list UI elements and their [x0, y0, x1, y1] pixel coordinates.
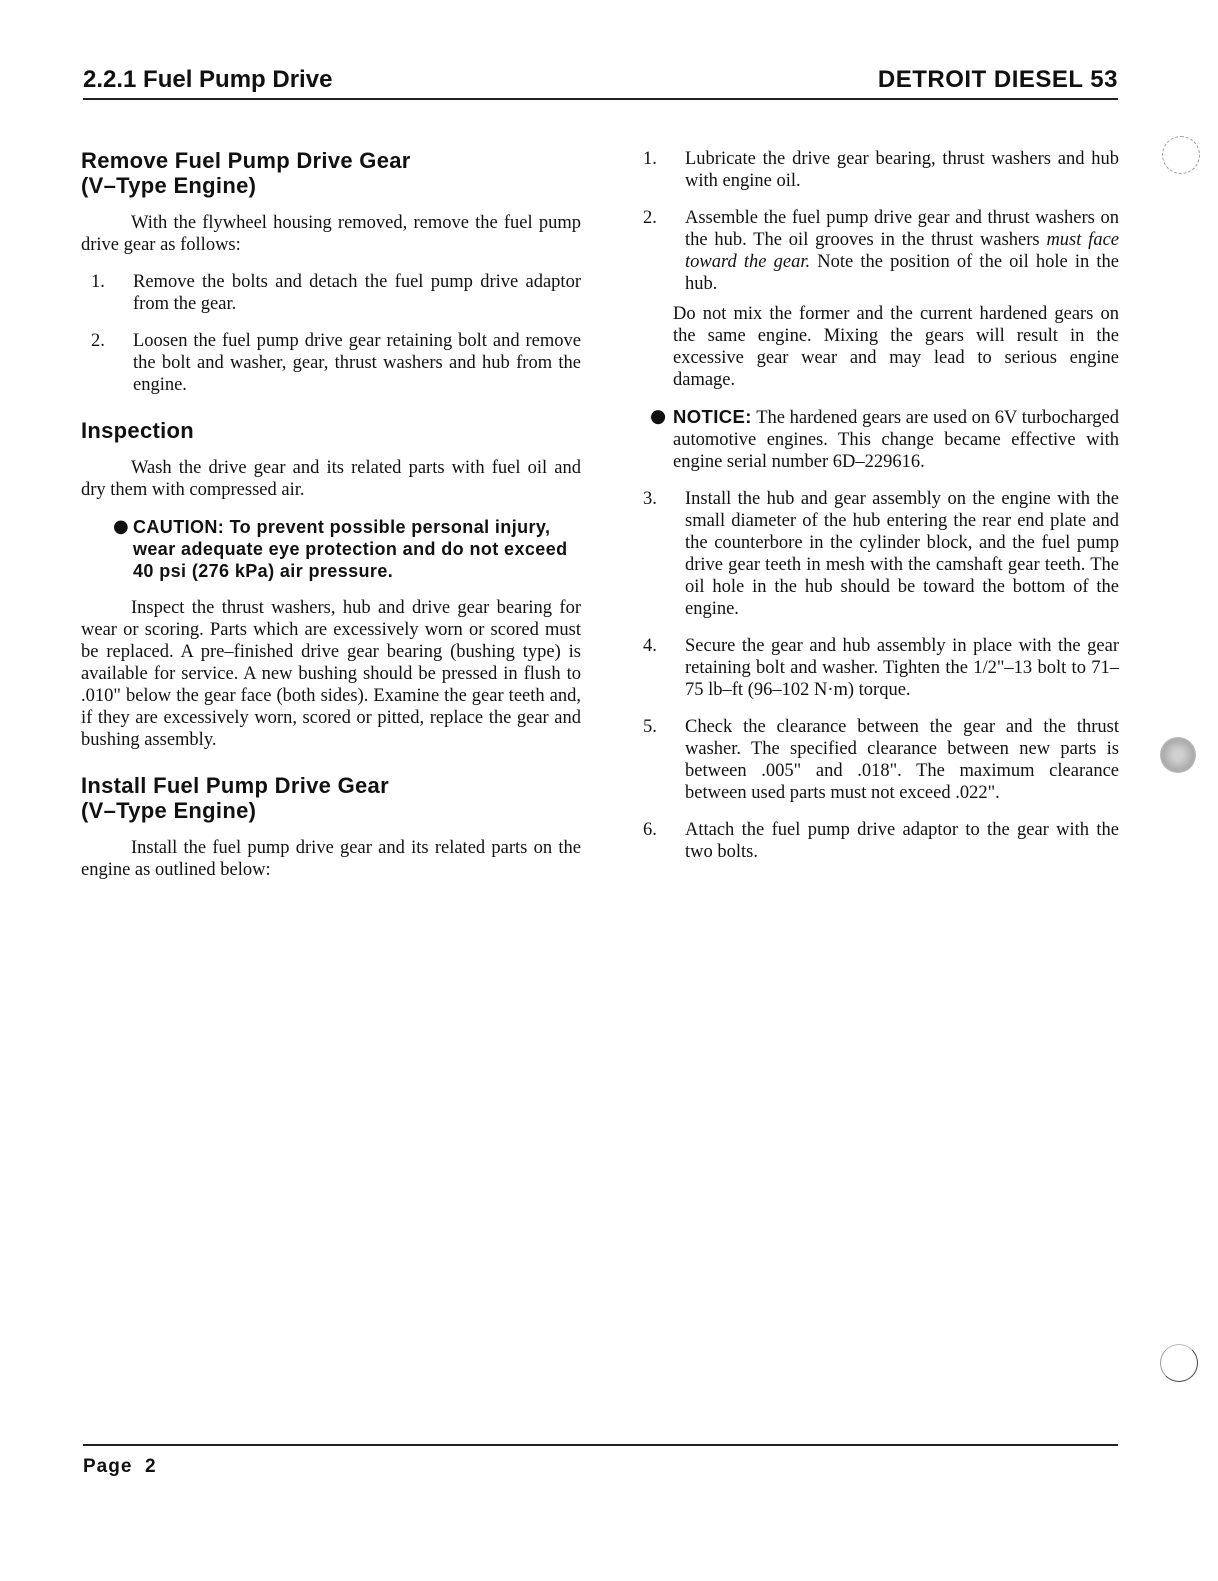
step-text: Remove the bolts and detach the fuel pump drive adaptor from the gear. — [133, 272, 581, 314]
page-header — [83, 66, 1118, 100]
step-text: Install the hub and gear assembly on the engine with the small diameter of the hub entering the rear end plate and the counterbore in the cylinder block, and the fuel pump drive gear teeth in mesh with the camshaft gear teeth. The oil hole in the hub should be toward the bottom of the engine. — [685, 489, 1119, 619]
section-title: 2.2.1 Fuel Pump Drive — [83, 66, 333, 93]
binder-hole-middle — [1160, 737, 1196, 773]
install-step-2 — [633, 207, 1119, 295]
install-step-1 — [633, 148, 1119, 192]
remove-step — [81, 330, 581, 396]
step-text: Attach the fuel pump drive adaptor to the gear with the two bolts. — [685, 820, 1119, 862]
inspection-paragraph-2: Inspect the thrust washers, hub and drive gear bearing for wear or scoring. Parts which are excessively worn or scored must be replaced. A pre–finished drive gear bearing (bushing type) is available for service. A new bushing should be pressed in flush to .010" below the gear face (both sides). Examine the gear teeth and, if they are excessively worn, scored or pitted, replace the gear and bushing assembly. — [81, 598, 581, 750]
step-number: 2. — [91, 331, 105, 351]
step-text: Lubricate the drive gear bearing, thrust washers and hub with engine oil. — [685, 149, 1119, 191]
install-step-5 — [633, 716, 1119, 804]
step-number: 5. — [643, 717, 657, 737]
remove-intro: With the flywheel housing removed, remove the fuel pump drive gear as follows: — [81, 213, 581, 255]
step-text: Secure the gear and hub assembly in place with the gear retaining bolt and washer. Tighten the 1/2"–13 bolt to 71–75 lb–ft (96–102 N·m) torque. — [685, 636, 1119, 700]
step-emphasis: must face toward the gear. — [685, 230, 1119, 272]
install-step-6 — [633, 819, 1119, 863]
install-step-4 — [633, 635, 1119, 701]
caution-note — [81, 516, 581, 582]
binder-hole-bottom — [1160, 1344, 1198, 1382]
step-number: 3. — [643, 489, 657, 509]
step-text: Assemble the fuel pump drive gear and thrust washers on the hub. The oil grooves in the thrust washers — [685, 208, 1119, 250]
notice-label: NOTICE: — [673, 406, 752, 427]
step-number: 1. — [643, 149, 657, 169]
remove-heading-line1: Remove Fuel Pump Drive Gear — [81, 148, 411, 173]
step-text: Loosen the fuel pump drive gear retaining bolt and remove the bolt and washer, gear, thrust washers and hub from the engine. — [133, 331, 581, 395]
right-column — [633, 148, 1119, 878]
step-number: 1. — [91, 272, 105, 292]
binder-hole-top — [1162, 136, 1200, 174]
manual-title: DETROIT DIESEL 53 — [877, 66, 1118, 93]
step-number: 2. — [643, 208, 657, 228]
remove-step — [81, 271, 581, 315]
remove-heading-line2: (V–Type Engine) — [81, 173, 257, 198]
inspection-paragraph-1: Wash the drive gear and its related parts with fuel oil and dry them with compressed air. — [81, 458, 581, 500]
install-step-3 — [633, 488, 1119, 620]
step-number: 6. — [643, 820, 657, 840]
remove-heading — [81, 148, 581, 198]
bullet-icon: ● — [650, 406, 667, 427]
page-number: Page 2 — [83, 1456, 157, 1477]
left-column — [81, 148, 581, 896]
caution-text: CAUTION: To prevent possible personal injury, wear adequate eye protection and do not exceed 40 psi (276 kPa) air pressure. — [133, 517, 568, 581]
install-intro: Install the fuel pump drive gear and its related parts on the engine as outlined below: — [81, 838, 581, 880]
step-text-cont: Note the position of the oil hole in the hub. — [685, 252, 1119, 294]
install-step-2-note: Do not mix the former and the current hardened gears on the same engine. Mixing the gears will result in the excessive gear wear and may lead to serious engine damage. — [673, 304, 1119, 390]
install-heading-line2: (V–Type Engine) — [81, 798, 257, 823]
inspection-heading: Inspection — [81, 418, 195, 443]
bullet-icon: ● — [113, 516, 130, 537]
install-heading — [81, 773, 581, 823]
notice-note — [633, 406, 1119, 473]
notice-text: The hardened gears are used on 6V turbocharged automotive engines. This change became effective with engine serial number 6D–229616. — [673, 408, 1119, 472]
page-footer — [83, 1444, 1118, 1478]
step-number: 4. — [643, 636, 657, 656]
install-heading-line1: Install Fuel Pump Drive Gear — [81, 773, 389, 798]
step-text: Check the clearance between the gear and the thrust washer. The specified clearance between new parts is between .005" and .018". The maximum clearance between used parts must not exceed .022". — [685, 717, 1119, 803]
